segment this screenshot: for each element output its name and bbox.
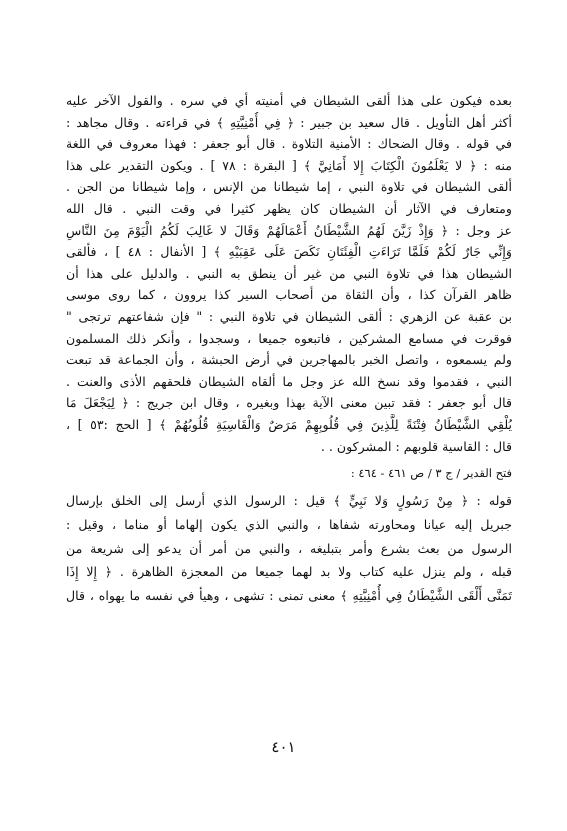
text-line: منه : ﴿ لا يَعْلَمُونَ الْكِتَابَ إِلا أَمَانِيَّ ﴾ [ البقرة : ٧٨ ] . ويكون التقدير على هذا xyxy=(66,157,512,173)
text-line: الرسول من بعث بشرع وأمر بتبليغه ، والنبي من أمر أن يدعو إلى شريعة من xyxy=(66,540,512,556)
text-line: في قوله . وقال الضحاك : الأمنية التلاوة . قال أبو جعفر : فهذا معروف في اللغة xyxy=(66,136,512,152)
text-line: جبريل إليه عيانا ومحاورته شفاها ، والنبي الذي يكون إلهاما أو مناما ، وقيل : xyxy=(66,516,512,532)
text-line: ألقى الشيطان في تلاوة النبي ، إما شيطانا من الإنس ، وإما شيطانا من الجن . xyxy=(66,179,512,195)
body-text xyxy=(66,90,512,608)
text-line: قوله : ﴿ مِنْ رَسُولٍ وَلا نَبِيٍّ ﴾ قيل : الرسول الذي أرسل إلى الخلق بإرسال xyxy=(66,493,512,509)
source-citation: فتح القدير / ج ٣ / ص ٤٦١ - ٤٦٤ : xyxy=(350,466,512,481)
text-line: بعده فيكون على هذا ألقى الشيطان في أمنيته أي في سره . والقول الآخر عليه xyxy=(66,93,512,108)
text-line: الشيطان هذا في تلاوة النبي من غير أن ينطق به النبي . والدليل على هذا أن xyxy=(66,265,512,281)
text-line: أكثر أهل التأويل . قال سعيد بن جبير : ﴿ فِي أُمْنِيَّتِهِ ﴾ في قراءته . وقال مجاهد : xyxy=(66,114,512,130)
text-line: تَمَنَّى أَلْقَى الشَّيْطَانُ فِي أُمْنِيَّتِهِ ﴾ معنى تمنى : تشهى ، وهيأ في نفسه ما يهواه ، قال xyxy=(66,588,512,604)
text-line: بن عقبة عن الزهري : ألقى الشيطان في تلاوة النبي : " فإن شفاعتهم ترتجى " xyxy=(66,308,512,324)
text-line: ظاهر القرآن كذا ، وأن الثقاة من أصحاب السير كذا يروون ، كما روى موسى xyxy=(66,287,512,303)
text-line: فوقرت في مسامع المشركين ، فاتبعوه جميعا ، وسجدوا ، وأنكر ذلك المسلمون xyxy=(66,330,512,346)
text-line: قبله ، ولم ينزل عليه كتاب ولا بد لهما جميعا من المعجزة الظاهرة . ﴿ إِلا إِذَا xyxy=(66,564,512,580)
text-line: قال : القاسية قلوبهم : المشركون . . xyxy=(320,438,512,454)
text-line: عز وجل : ﴿ وَإِذْ زَيَّنَ لَهُمُ الشَّيْطَانُ أَعْمَالَهُمْ وَقَالَ لا غَالِبَ لَكُمُ الْيَوْمَ مِنَ النَّاسِ xyxy=(66,222,512,238)
text-line: وَإِنِّي جَارٌ لَكُمْ فَلَمَّا تَرَاءَتِ الْفِئَتَانِ نَكَصَ عَلَى عَقِبَيْهِ ﴾ [ الأنفال : ٤٨ ] ، فألقى xyxy=(66,244,512,260)
text-line: ولم يسمعوه ، واتصل الخبر بالمهاجرين في أرض الحبشة ، وأن الجماعة قد تبعت xyxy=(66,352,512,368)
text-line: ومتعارف في الآثار أن الشيطان كان يظهر كثيرا في وقت النبي . قال الله xyxy=(66,200,512,216)
page-number: ٤٠١ xyxy=(271,738,296,756)
text-line: النبي ، فقدموا وقد نسخ الله عز وجل ما ألقاه الشيطان فلحقهم الأذى والعنت . xyxy=(66,373,512,389)
text-line: قال أبو جعفر : فقد تبين معنى الآية بهذا وبغيره ، وقال ابن جريج : ﴿ لِيَجْعَلَ مَا xyxy=(66,395,512,411)
commentary-section xyxy=(66,489,512,608)
text-line: يُلْقِي الشَّيْطَانُ فِتْنَةً لِلَّذِينَ فِي قُلُوبِهِمْ مَرَضٌ وَالْقَاسِيَةِ قُلُوبُهُمْ ﴾ [ الحج :٥٣ ] ، xyxy=(66,416,512,432)
